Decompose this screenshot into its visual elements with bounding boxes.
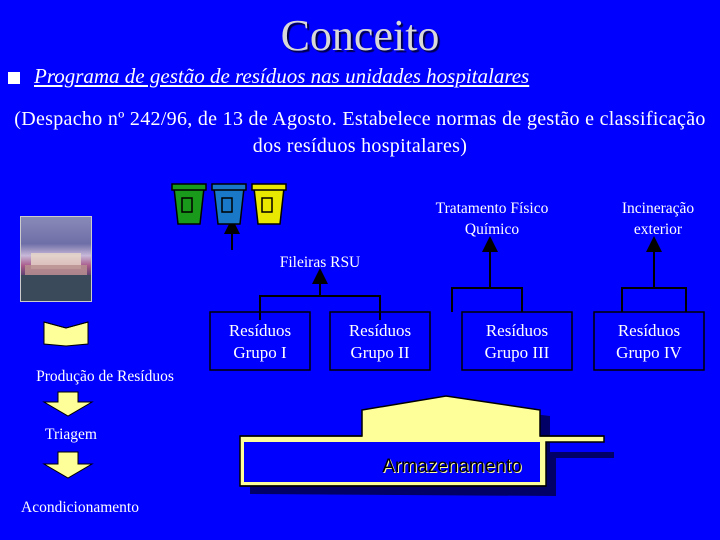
tratamento-label — [404, 198, 580, 240]
fileiras-label: Fileiras RSU — [279, 254, 361, 271]
group-iv-line2: Grupo IV — [616, 343, 682, 362]
group-i-line1: Resíduos — [228, 321, 292, 340]
group-i-label — [210, 320, 310, 364]
step-triagem: Triagem — [45, 426, 97, 443]
box-icon — [42, 318, 90, 348]
group-ii-line1: Resíduos — [348, 321, 412, 340]
up-arrow-icon — [240, 396, 614, 496]
groups-i-ii-connector — [260, 296, 380, 320]
slide-subtitle: Programa de gestão de resíduos nas unidades hospitalares — [34, 64, 530, 88]
armazenamento-label: Armazenamento — [382, 456, 522, 477]
group-ii-line2: Grupo II — [350, 343, 410, 362]
group-iv-line1: Resíduos — [617, 321, 681, 340]
slide-title: Conceito — [280, 11, 440, 60]
group-iii-connector — [452, 288, 522, 312]
group-ii-label — [330, 320, 430, 364]
incineracao-label — [600, 198, 716, 240]
group-i-line2: Grupo I — [233, 343, 287, 362]
step-acondicionamento: Acondicionamento — [21, 499, 139, 516]
group-iv-connector — [622, 288, 686, 312]
group-iii-line1: Resíduos — [485, 321, 549, 340]
group-iv-label — [594, 320, 704, 364]
despacho-text: (Despacho nº 242/96, de 13 de Agosto. Estabelece normas de gestão e classificação dos resíduos hospitalares) — [14, 108, 706, 157]
tratamento-line2: Químico — [464, 221, 520, 238]
incineracao-line1: Incineração — [621, 200, 695, 217]
down-arrow-icon-2 — [44, 452, 92, 478]
down-arrow-icon-1 — [44, 392, 92, 416]
hospital-photo — [20, 216, 92, 302]
tratamento-line1: Tratamento Físico — [435, 200, 549, 217]
recycle-bins-icon — [168, 182, 288, 228]
group-iii-label — [462, 320, 572, 364]
group-iii-line2: Grupo III — [484, 343, 550, 362]
step-producao: Produção de Resíduos — [36, 368, 174, 385]
incineracao-line2: exterior — [633, 221, 683, 238]
